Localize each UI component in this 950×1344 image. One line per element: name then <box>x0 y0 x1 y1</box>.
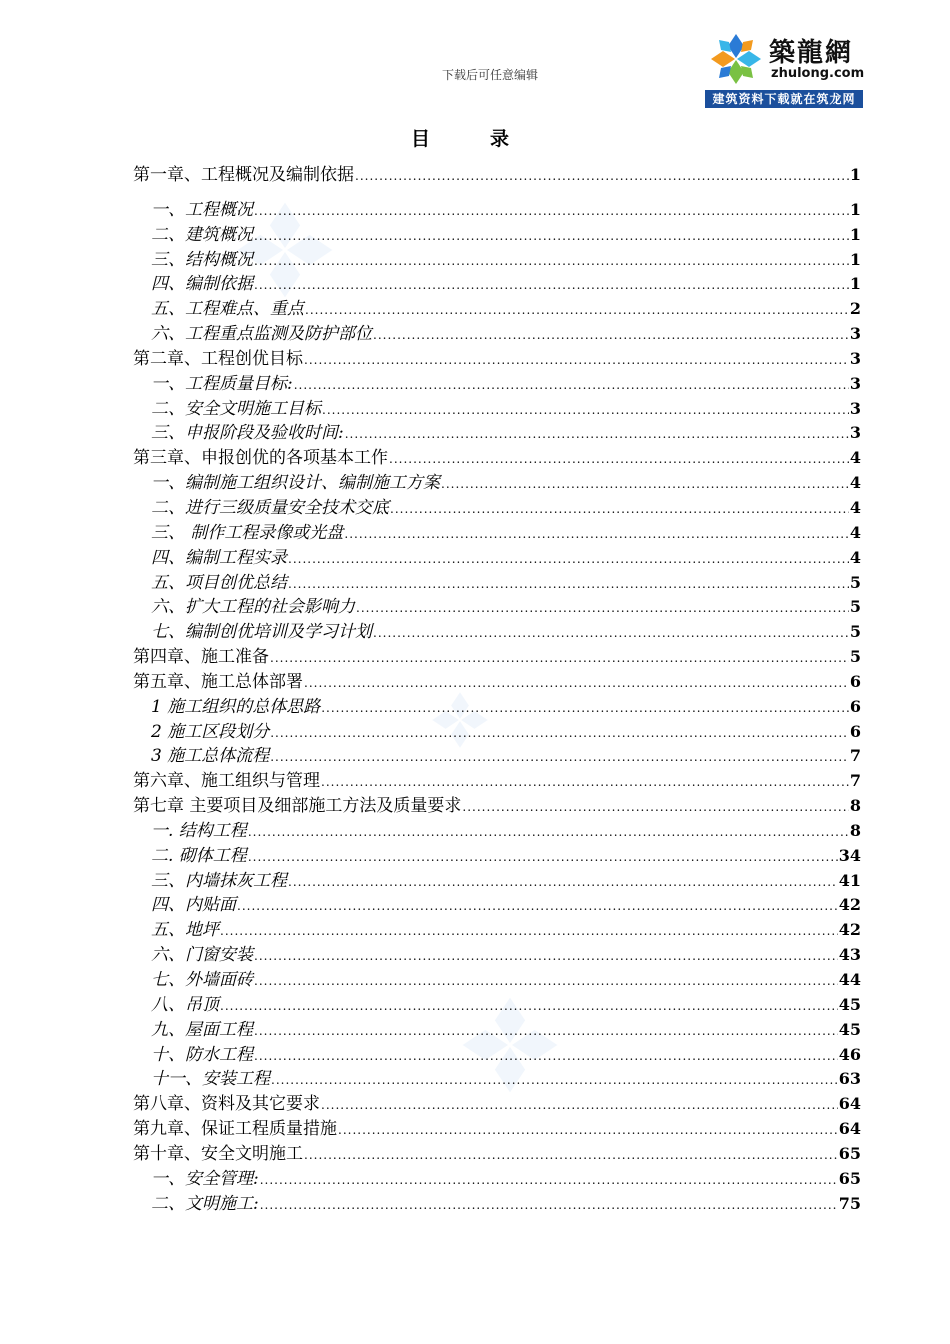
toc-entry-page: 6 <box>849 721 861 741</box>
toc-dot-leader <box>271 1073 838 1087</box>
toc-dot-leader <box>220 999 838 1013</box>
toc-entry-label: 一. 结构工程 <box>151 820 247 841</box>
toc-entry-page: 3 <box>849 324 861 344</box>
toc-entry[interactable] <box>133 1189 861 1214</box>
toc-entry-page: 1 <box>849 274 861 294</box>
toc-entry-label: 七、外墙面砖 <box>151 970 253 990</box>
toc-entry[interactable] <box>133 866 861 891</box>
header-note: 下载后可任意编辑 <box>441 68 538 82</box>
toc-dot-leader <box>294 378 849 392</box>
toc-entry-label: 五、地坪 <box>151 920 219 941</box>
toc-entry[interactable] <box>133 592 861 617</box>
toc-entry[interactable] <box>133 245 861 270</box>
toc-dot-leader <box>254 278 849 292</box>
toc-entry[interactable] <box>133 294 861 319</box>
toc-entry[interactable] <box>133 195 861 220</box>
toc-entry-page: 4 <box>849 497 861 517</box>
toc-entry[interactable] <box>133 220 861 245</box>
toc-dot-leader <box>390 502 849 516</box>
toc-dot-leader <box>248 825 849 839</box>
toc-entry-page: 65 <box>838 1143 861 1163</box>
toc-entry-label: 四、编制工程实录 <box>151 547 287 568</box>
toc-entry-label: 一、工程质量目标: <box>151 373 293 394</box>
toc-entry-label: 四、编制依据 <box>151 274 253 295</box>
toc-entry-label: 七、编制创优培训及学习计划 <box>151 622 372 643</box>
toc-entry[interactable] <box>133 543 861 568</box>
toc-entry-label: 二、安全文明施工目标 <box>151 398 321 419</box>
toc-entry-label: 第三章、申报创优的各项基本工作 <box>133 448 388 469</box>
toc-dot-leader <box>248 850 838 864</box>
toc-entry-page: 7 <box>849 746 861 766</box>
toc-dot-leader <box>270 651 849 665</box>
toc-entry-label: 三、内墙抹灰工程 <box>151 870 287 891</box>
toc-dot-leader <box>288 875 838 889</box>
toc-entry[interactable] <box>133 468 861 493</box>
toc-entry-page: 43 <box>838 945 861 965</box>
toc-entry-page: 4 <box>849 547 861 567</box>
toc-dot-leader <box>355 169 849 183</box>
logo-snowflake-icon <box>707 32 765 86</box>
toc-entry-label: 一、安全管理: <box>151 1168 259 1189</box>
toc-entry[interactable] <box>133 344 861 369</box>
toc-entry[interactable] <box>133 1139 861 1164</box>
toc-entry-label: 二、进行三级质量安全技术交底 <box>151 497 389 518</box>
toc-entry-label: 2 施工区段划分 <box>151 721 270 742</box>
toc-entry[interactable] <box>133 369 861 394</box>
toc-dot-leader <box>304 676 849 690</box>
toc-dot-leader <box>373 626 849 640</box>
toc-dot-leader <box>270 726 849 740</box>
toc-entry[interactable] <box>133 990 861 1015</box>
toc-entry[interactable] <box>133 791 861 816</box>
toc-entry[interactable] <box>133 642 861 667</box>
toc-entry[interactable] <box>133 915 861 940</box>
toc-dot-leader <box>254 1049 838 1063</box>
toc-entry[interactable] <box>133 1164 861 1189</box>
toc-entry-label: 3 施工总体流程 <box>151 746 270 767</box>
toc-entry-page: 42 <box>838 895 861 915</box>
logo-top <box>705 30 863 88</box>
toc-entry-label: 二. 砌体工程 <box>151 845 247 866</box>
toc-entry-page: 42 <box>838 920 861 940</box>
toc-entry-label: 六、扩大工程的社会影响力 <box>151 597 355 618</box>
toc-entry[interactable] <box>133 890 861 915</box>
toc-dot-leader <box>254 974 838 988</box>
toc-entry[interactable] <box>133 269 861 294</box>
logo-domain: zhulong.com <box>771 66 865 81</box>
toc-entry-page: 64 <box>838 1094 861 1114</box>
toc-entry-label: 第九章、保证工程质量措施 <box>133 1119 337 1140</box>
toc-dot-leader <box>254 1024 838 1038</box>
toc-entry-label: 第四章、施工准备 <box>133 647 269 668</box>
toc-entry-label: 八、吊顶 <box>151 994 219 1015</box>
toc-entry-label: 十一、安装工程 <box>151 1069 270 1090</box>
toc-entry[interactable] <box>133 394 861 419</box>
toc-entry-label: 五、项目创优总结 <box>151 572 287 593</box>
toc-entry[interactable] <box>133 816 861 841</box>
toc-entry[interactable] <box>133 692 861 717</box>
toc-entry[interactable] <box>133 160 861 185</box>
toc-entry-label: 九、屋面工程 <box>151 1019 253 1040</box>
toc-entry-page: 34 <box>838 845 861 865</box>
toc-entry-page: 3 <box>849 398 861 418</box>
toc-entry-page: 1 <box>849 249 861 269</box>
toc-entry[interactable] <box>133 1114 861 1139</box>
toc-dot-leader <box>270 750 849 764</box>
toc-entry-page: 1 <box>849 224 861 244</box>
toc-entry-page: 6 <box>849 671 861 691</box>
toc-dot-leader <box>305 303 849 317</box>
toc-entry-page: 45 <box>838 994 861 1014</box>
toc-entry-label: 二、文明施工: <box>151 1193 259 1214</box>
toc-entry-page: 2 <box>849 299 861 319</box>
toc-entry-page: 5 <box>849 572 861 592</box>
toc-entry-page: 1 <box>849 165 861 184</box>
toc-dot-leader <box>344 527 848 541</box>
toc-entry[interactable] <box>133 1040 861 1065</box>
toc-entry-label: 四、内贴面 <box>151 895 236 916</box>
logo-slogan: 建筑资料下载就在筑龙网 <box>705 90 863 108</box>
toc-entry-page: 44 <box>838 970 861 989</box>
toc-entry[interactable] <box>133 965 861 990</box>
toc-entry-label: 第五章、施工总体部署 <box>133 671 303 692</box>
toc-entry-label: 第二章、工程创优目标 <box>133 348 303 369</box>
toc-entry[interactable] <box>133 741 861 766</box>
toc-entry-page: 8 <box>849 820 861 840</box>
toc-entry-page: 64 <box>838 1119 861 1139</box>
toc-entry-page: 5 <box>849 597 861 617</box>
toc-entry-label: 二、建筑概况 <box>151 224 253 245</box>
toc-entry-label: 第八章、资料及其它要求 <box>133 1094 320 1115</box>
toc-entry[interactable] <box>133 1089 861 1114</box>
toc-entry-page: 1 <box>849 199 861 219</box>
toc-entry-page: 63 <box>838 1069 861 1089</box>
toc-entry-page: 7 <box>849 771 861 791</box>
toc-dot-leader <box>254 949 838 963</box>
toc-entry-page: 75 <box>838 1193 861 1213</box>
toc-entry[interactable] <box>133 518 861 543</box>
toc-entry[interactable] <box>133 1064 861 1089</box>
toc-entry-page: 3 <box>849 373 861 393</box>
toc-dot-leader <box>260 1198 838 1212</box>
toc-dot-leader <box>345 427 849 441</box>
toc-dot-leader <box>389 452 849 466</box>
toc-entry-page: 65 <box>838 1168 861 1188</box>
toc-entry[interactable] <box>133 568 861 593</box>
toc-entry-page: 4 <box>849 448 861 468</box>
toc-entry-label: 十、防水工程 <box>151 1044 253 1065</box>
toc-dot-leader <box>321 1098 838 1112</box>
toc-entry[interactable] <box>133 443 861 468</box>
toc-entry-label: 六、工程重点监测及防护部位 <box>151 324 372 345</box>
toc-entry[interactable] <box>133 418 861 443</box>
toc-entry-label: 三、 制作工程录像或光盘 <box>151 522 344 543</box>
toc-dot-leader <box>321 701 849 715</box>
toc-entry-page: 5 <box>849 647 861 667</box>
toc-entry-page: 6 <box>849 696 861 716</box>
table-of-contents <box>133 160 861 1213</box>
toc-entry-label: 第六章、施工组织与管理 <box>133 771 320 792</box>
toc-entry-label: 第十章、安全文明施工 <box>133 1143 303 1164</box>
toc-dot-leader <box>441 477 849 491</box>
toc-entry-page: 8 <box>849 796 861 816</box>
toc-entry-label: 第一章、工程概况及编制依据 <box>133 165 354 185</box>
toc-dot-leader <box>304 353 849 367</box>
toc-dot-leader <box>254 254 849 268</box>
toc-entry[interactable] <box>133 940 861 965</box>
logo-chinese-name: 築龍網 <box>769 38 854 68</box>
toc-dot-leader <box>288 577 849 591</box>
toc-dot-leader <box>373 328 849 342</box>
zhulong-logo[interactable] <box>705 30 863 108</box>
toc-entry-label: 第七章 主要项目及细部施工方法及质量要求 <box>133 796 462 817</box>
toc-entry[interactable] <box>133 617 861 642</box>
toc-dot-leader <box>237 899 838 913</box>
toc-entry-page: 45 <box>838 1019 861 1039</box>
toc-entry[interactable] <box>133 493 861 518</box>
toc-entry[interactable] <box>133 319 861 344</box>
toc-entry-label: 一、编制施工组织设计、编制施工方案 <box>151 473 440 494</box>
toc-dot-leader <box>254 204 849 218</box>
toc-dot-leader <box>220 924 838 938</box>
toc-entry-page: 41 <box>838 870 861 890</box>
toc-entry[interactable] <box>133 766 861 791</box>
toc-entry-page: 46 <box>838 1044 861 1064</box>
toc-entry-label: 六、门窗安装 <box>151 945 253 966</box>
toc-dot-leader <box>462 800 848 814</box>
toc-entry-label: 1 施工组织的总体思路 <box>151 696 321 717</box>
toc-entry[interactable] <box>133 841 861 866</box>
toc-dot-leader <box>254 229 849 243</box>
page-title: 目录 <box>410 128 569 150</box>
toc-entry-page: 3 <box>849 348 861 368</box>
toc-entry-page: 4 <box>849 522 861 542</box>
toc-dot-leader <box>260 1173 838 1187</box>
toc-dot-leader <box>304 1148 838 1162</box>
toc-entry-page: 4 <box>849 473 861 493</box>
toc-entry-label: 一、工程概况 <box>151 199 253 220</box>
toc-entry-page: 5 <box>849 622 861 642</box>
toc-dot-leader <box>322 403 849 417</box>
toc-dot-leader <box>288 552 849 566</box>
toc-entry[interactable] <box>133 667 861 692</box>
toc-entry-page: 3 <box>849 423 861 443</box>
toc-entry[interactable] <box>133 717 861 742</box>
toc-dot-leader <box>338 1123 838 1137</box>
toc-entry-label: 三、申报阶段及验收时间: <box>151 423 344 444</box>
toc-dot-leader <box>321 775 849 789</box>
toc-entry-label: 五、工程难点、重点 <box>151 299 304 320</box>
toc-entry-label: 三、结构概况 <box>151 249 253 270</box>
toc-dot-leader <box>356 601 849 615</box>
toc-entry[interactable] <box>133 1015 861 1040</box>
